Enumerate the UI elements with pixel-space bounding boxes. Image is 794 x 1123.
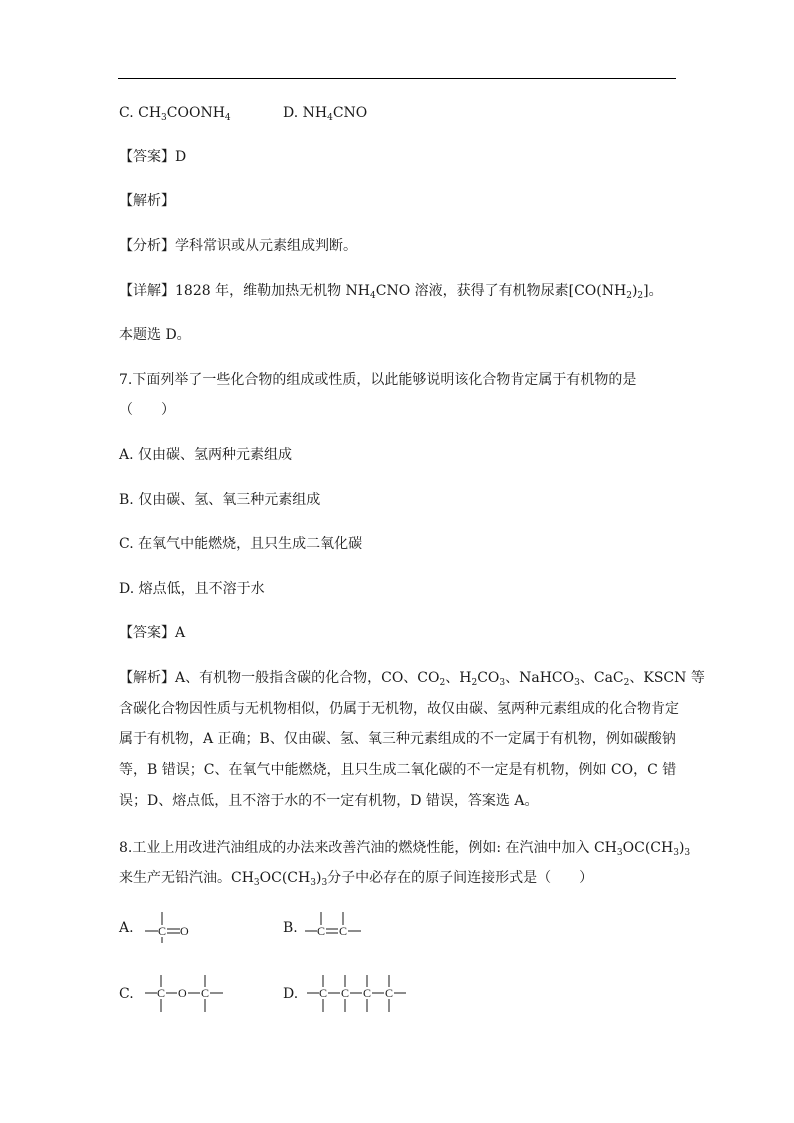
q8-c-atom-2: O	[178, 986, 187, 1000]
q8-stem-line-1: 8.工业上用改进汽油组成的办法来改善汽油的燃烧性能，例如: 在汽油中加入 $CH_3OC(CH_3)_3$	[119, 840, 691, 858]
q6-analysis-heading: 【解析】	[119, 193, 175, 209]
q7-analysis-line-2: 含碳化合物因性质与无机物相似，仍属于无机物，故仅由碳、氢两种元素组成的化合物肯定	[119, 701, 679, 717]
q8-option-a-letter: A.	[119, 920, 134, 936]
q8-option-d-structure	[305, 972, 410, 1016]
q7-stem: 7.下面列举了一些化合物的组成或性质，以此能够说明该化合物肯定属于有机物的是	[119, 372, 637, 388]
q8-b-atom-1: C	[317, 924, 326, 938]
q7-answer: 【答案】A	[119, 625, 186, 641]
q8-option-b-letter: B.	[283, 920, 298, 936]
q7-analysis-line-4: 等，B 错误；C、在氧气中能燃烧，且只生成二氧化碳的不一定是有机物，例如 CO，C 错	[119, 762, 677, 778]
q6-xiangjie: 【详解】1828 年，维勒加热无机物 $NH_4CNO$ 溶液，获得了有机物尿素$[CO(NH_2)_2]$。	[119, 283, 663, 301]
q8-option-a-structure	[140, 910, 200, 946]
q6-option-c: C. $CH_3COONH_4$	[119, 105, 231, 123]
q7-analysis-line-1: 【解析】A、有机物一般指含碳的化合物，CO、$CO_2$、$H_2CO_3$、NaHCO$_3$、CaC$_2$、KSCN 等	[119, 670, 705, 688]
q7-option-d: D. 熔点低，且不溶于水	[119, 581, 265, 597]
q6-fenxi: 【分析】学科常识或从元素组成判断。	[119, 238, 357, 254]
q6-choice: 本题选 D。	[119, 327, 191, 343]
q7-option-c: C. 在氧气中能燃烧，且只生成二氧化碳	[119, 536, 363, 552]
q8-d-atom-3: C	[363, 986, 372, 1000]
q8-b-atom-2: C	[339, 924, 348, 938]
header-rule	[118, 78, 676, 79]
q8-c-atom-1: C	[157, 986, 166, 1000]
q8-a-atom-2: O	[180, 924, 189, 938]
q8-a-atom-1: C	[158, 924, 167, 938]
q8-d-atom-2: C	[341, 986, 350, 1000]
q7-analysis-line-5: 误；D、熔点低，且不溶于水的不一定有机物，D 错误，答案选 A。	[119, 793, 539, 809]
q8-c-atom-3: C	[201, 986, 210, 1000]
q8-d-atom-4: C	[385, 986, 394, 1000]
q7-analysis-line-3: 属于有机物，A 正确；B、仅由碳、氢、氧三种元素组成的不一定属于有机物，例如碳酸钠	[119, 731, 676, 747]
q8-option-b-structure	[303, 910, 373, 946]
q8-option-c-letter: C.	[119, 986, 134, 1002]
q6-option-d: D. $NH_4CNO$	[283, 105, 368, 123]
q8-d-atom-1: C	[319, 986, 328, 1000]
q7-option-a: A. 仅由碳、氢两种元素组成	[119, 447, 293, 463]
q6-answer: 【答案】D	[119, 149, 187, 165]
q8-stem-line-2: 来生产无铅汽油。$CH_3OC(CH_3)_3$分子中必存在的原子间连接形式是（ ）	[119, 870, 594, 888]
q7-blank: （ ）	[119, 402, 175, 418]
q8-option-c-structure	[143, 972, 228, 1016]
q8-option-d-letter: D.	[283, 986, 299, 1002]
q7-option-b: B. 仅由碳、氢、氧三种元素组成	[119, 492, 321, 508]
